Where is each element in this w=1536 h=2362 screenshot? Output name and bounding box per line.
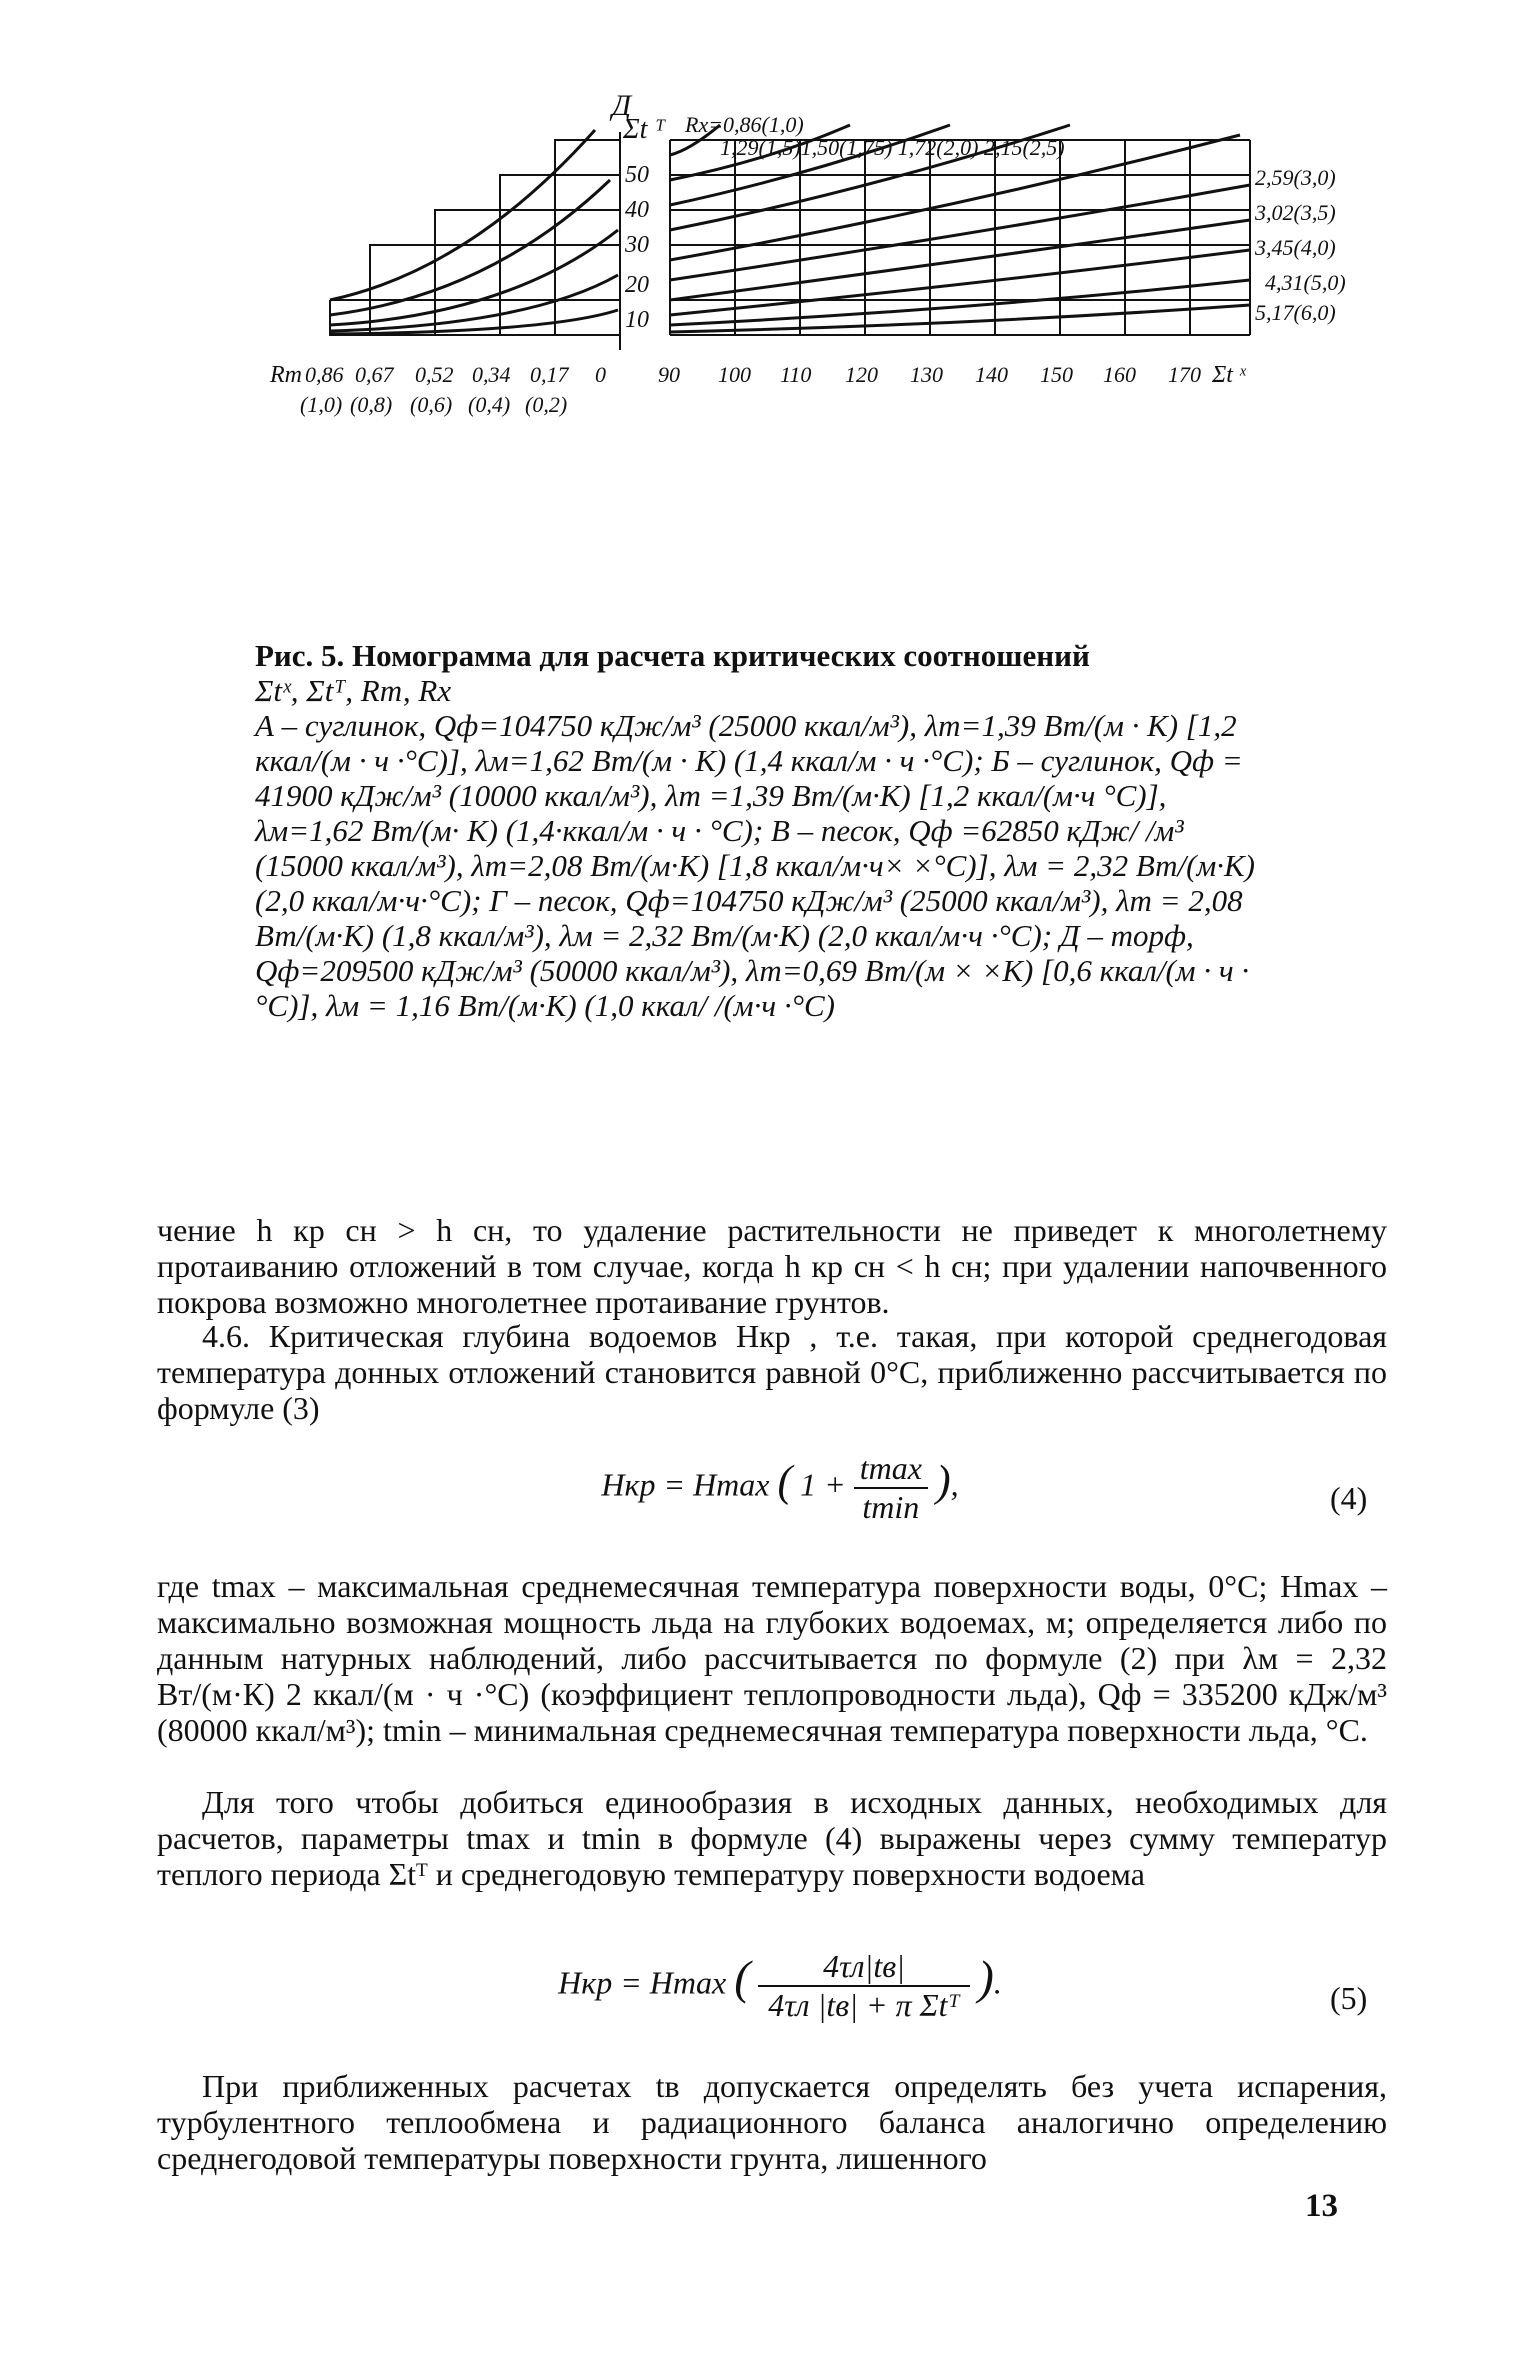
caption-body: А – суглинок, Qф=104750 кДж/м³ (25000 ккал/м³), λт=1,39 Вт/(м · К) [1,2 ккал/(м · ч ·°С)], λм=1,62 Вт/(м · К) (1,4 ккал/м · ч ·°С); Б – суглинок, Qф = 41900 кДж/м³ (10000 ккал/м³), λт =1,39 Вт/(м·К) [1,2 ккал/(м·ч °С)], λм=1,62 Вт/(м· К) (1,4·ккал/м · ч · °С); В – песок, Qф =62850 кДж/ /м³ (15000 ккал/м³), λт=2,08 Вт/(м·К) [1,8 ккал/м·ч× ×°С)], λм = 2,32 Вт/(м·К) (2,0 ккал/м·ч·°С); Г – песок, Qф=104750 кДж/м³ (25000 ккал/м³), λт = 2,08 Вт/(м·К) (1,8 ккал/м³), λм = 2,32 Вт/(м·К) (2,0 ккал/м·ч ·°С); Д – торф, Qф=209500 кДж/м³ (50000 ккал/м³), λт=0,69 Вт/(м × ×К) [0,6 ккал/(м · ч · °С)], λм = 1,16 Вт/(м·К) (1,0 ккал/ /(м·ч ·°С) <box>255 708 1255 1023</box>
paragraph-3: где tmax – максимальная среднемесячная температура поверхности воды, 0°С; Hmax – максимально возможная мощность льда на глубоких водоемах, м; определяется либо по данным натурных наблюдений, либо рассчитывается по формуле (2) при λм = 2,32 Вт/(м·К) 2 ккал/(м · ч ·°С) (коэффициент теплопроводности льда), Qф = 335200 кДж/м³ (80000 ккал/м³); tmin – минимальная среднемесячная температура поверхности льда, °С. <box>157 1568 1387 1748</box>
rx-right-label: 3,45(4,0) <box>1255 235 1336 260</box>
x-tick: 120 <box>845 362 878 387</box>
x-tick: 110 <box>780 362 812 387</box>
y-axis-title: Σt ᵀ <box>623 114 666 145</box>
rt-sub-tick: (0,6) <box>410 392 453 417</box>
formula-4: Hкр = Hmax ( 1 + tmax tmin ), <box>601 1450 959 1525</box>
x-tick: 170 <box>1168 362 1201 387</box>
equation-number-5: (5) <box>1330 1980 1368 2016</box>
x-tick: 90 <box>658 362 680 387</box>
rt-tick: 0,17 <box>530 362 569 387</box>
y-tick: 20 <box>625 272 649 298</box>
rx-right-label: 4,31(5,0) <box>1265 270 1346 295</box>
formula-5-lhs: Hкр = Hmax <box>558 1964 727 2001</box>
y-tick: 40 <box>625 197 649 223</box>
y-tick: 30 <box>625 232 649 258</box>
x-tick: 140 <box>975 362 1008 387</box>
x-tick: 150 <box>1040 362 1073 387</box>
figure-caption <box>255 638 1265 1023</box>
formula-5-denominator: 4τл |tв| + π Σtᵀ <box>768 1987 960 2023</box>
formula-5: Hкр = Hmax ( 4τл|tв| 4τл |tв| + π Σtᵀ ). <box>558 1948 1002 2023</box>
formula-4-numerator: tmax <box>854 1450 928 1489</box>
rt-tick: 0 <box>595 362 606 387</box>
rt-axis-title: Rт <box>270 362 302 388</box>
formula-4-lhs: Hкр = Hmax <box>601 1466 770 1503</box>
rt-sub-tick: (0,8) <box>350 392 393 417</box>
rx-right-label: 5,17(6,0) <box>1255 300 1336 325</box>
paragraph-5: При приближенных расчетах tв допускается определять без учета испарения, турбулентного теплообмена и радиационного баланса аналогично определению среднегодовой температуры поверхности грунта, лишенного <box>157 2068 1387 2176</box>
rx-top-label: Rx=0,86(1,0) <box>685 112 804 137</box>
rx-right-label: 2,59(3,0) <box>1255 165 1336 190</box>
page-number: 13 <box>1305 2188 1338 2224</box>
x-tick: 160 <box>1103 362 1136 387</box>
y-tick: 10 <box>625 307 649 333</box>
formula-5-numerator: 4τл|tв| <box>758 1948 970 1987</box>
formula-4-tail: , <box>950 1466 959 1503</box>
rx-right-label: 3,02(3,5) <box>1255 200 1336 225</box>
caption-head: Рис. 5. Номограмма для расчета критических соотношений <box>255 638 1090 673</box>
rt-sub-tick: (0,4) <box>468 392 511 417</box>
rt-tick: 0,67 <box>355 362 394 387</box>
nomogram-figure <box>250 89 1346 620</box>
left-curves <box>330 130 618 334</box>
paragraph-4: Для того чтобы добиться единообразия в исходных данных, необходимых для расчетов, параметры tmax и tmin в формуле (4) выражены через сумму температур теплого периода Σtᵀ и среднегодовую температуру поверхности водоема <box>157 1784 1387 1892</box>
rt-tick: 0,86 <box>305 362 344 387</box>
rt-tick: 0,34 <box>472 362 511 387</box>
x-tick: 100 <box>718 362 751 387</box>
equation-number-4: (4) <box>1330 1480 1368 1516</box>
figure-letter: Д <box>612 89 632 122</box>
paragraph-1: чение h кр сн > h сн, то удаление растительности не приведет к многолетнему протаиванию отложений в том случае, когда h кр сн < h сн; при удалении напочвенного покрова возможно многолетнее протаивание грунтов. <box>157 1212 1387 1320</box>
caption-head-symbols: Σtˣ, Σtᵀ, Rт, Rх <box>255 673 452 708</box>
formula-4-denominator: tmin <box>862 1489 920 1525</box>
x-tick: 130 <box>910 362 943 387</box>
x-axis-title: Σt ˣ <box>1212 362 1246 388</box>
rx-top-curves: 1,29(1,5)1,50(1,75) 1,72(2,0) 2,15(2,5) <box>720 135 1065 160</box>
formula-5-tail: . <box>993 1964 1002 2001</box>
paragraph-2: 4.6. Критическая глубина водоемов Hкр , т.е. такая, при которой среднегодовая температура донных отложений становится равной 0°С, приближенно рассчитывается по формуле (3) <box>157 1318 1387 1426</box>
y-tick: 50 <box>625 162 649 188</box>
rt-sub-tick: (1,0) <box>300 392 343 417</box>
formula-4-one: 1 + <box>800 1466 846 1503</box>
rt-tick: 0,52 <box>415 362 454 387</box>
rt-sub-tick: (0,2) <box>525 392 568 417</box>
